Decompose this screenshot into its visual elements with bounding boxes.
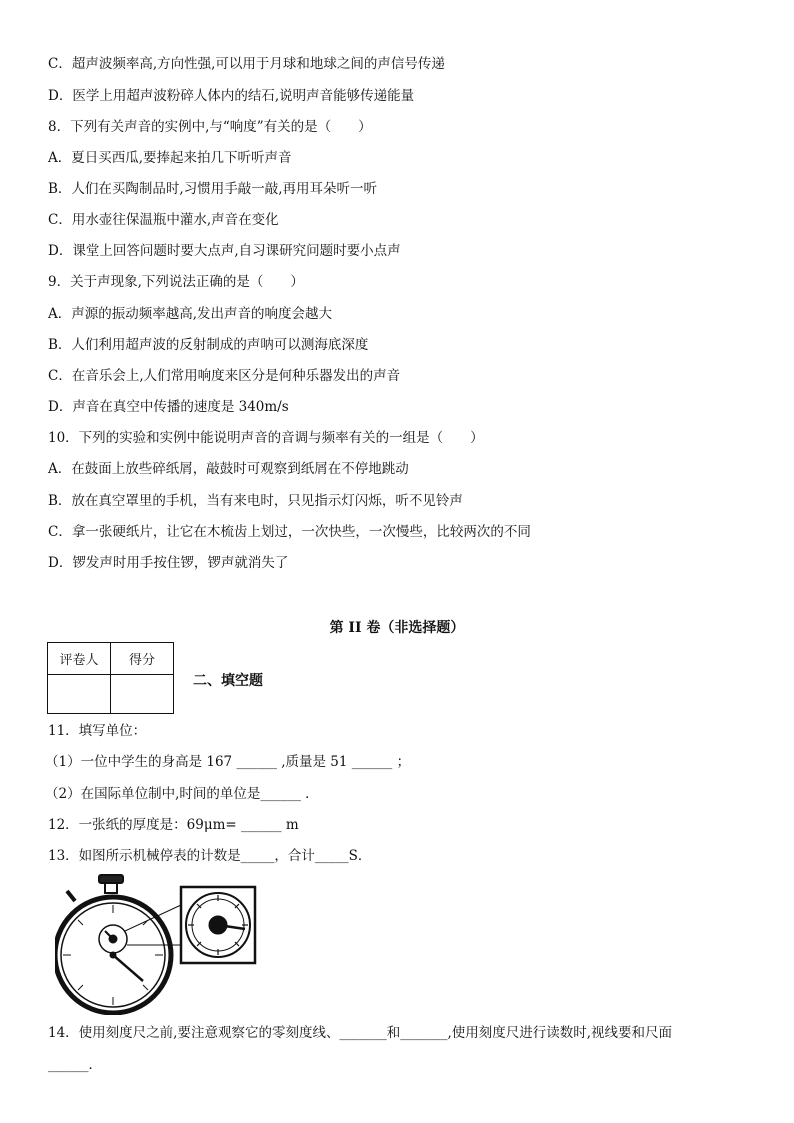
option-8b: B．人们在买陶制品时,习惯用手敲一敲,再用耳朵听一听	[48, 181, 378, 197]
score-table-reviewer-header: 评卷人	[48, 643, 111, 675]
score-table-reviewer-cell[interactable]	[48, 675, 111, 714]
option-9b: B．人们利用超声波的反射制成的声呐可以测海底深度	[48, 337, 369, 353]
stopwatch-body	[55, 875, 181, 1013]
question-8-stem: 8．下列有关声音的实例中,与“响度”有关的是（ ）	[48, 119, 372, 135]
stopwatch-subdial-zoom	[181, 887, 255, 963]
question-11-part1: （1）一位中学生的身高是 167 ______ ,质量是 51 ______ ；	[45, 754, 411, 770]
question-13: 13．如图所示机械停表的计数是_____，合计_____S．	[48, 848, 372, 864]
question-14: 14．使用刻度尺之前,要注意观察它的零刻度线、_______和_______,使用刻度尺进行读数时,视线要和尺面	[48, 1025, 673, 1041]
score-table-score-header: 得分	[111, 643, 174, 675]
option-10c: C．拿一张硬纸片，让它在木梳齿上划过，一次快些，一次慢些，比较两次的不同	[48, 524, 531, 540]
option-8c: C．用水壶往保温瓶中灌水,声音在变化	[48, 212, 279, 228]
question-9-stem: 9．关于声现象,下列说法正确的是（ ）	[48, 274, 304, 290]
question-12: 12．一张纸的厚度是：69μm= ______ m	[48, 817, 299, 833]
option-10b: B．放在真空罩里的手机，当有来电时，只见指示灯闪烁，听不见铃声	[48, 493, 463, 509]
option-9d: D．声音在真空中传播的速度是 340m/s	[48, 399, 289, 415]
fill-section-title: 二、填空题	[193, 673, 263, 689]
section-title: 第 II 卷（非选择题）	[329, 620, 465, 636]
question-11-part2: （2）在国际单位制中,时间的单位是______ ．	[45, 786, 319, 802]
option-9a: A．声源的振动频率越高,发出声音的响度会越大	[48, 306, 333, 322]
option-8a: A．夏日买西瓜,要捧起来拍几下听听声音	[48, 150, 292, 166]
question-11-stem: 11．填写单位：	[48, 723, 147, 739]
stopwatch-figure	[55, 873, 265, 1015]
option-10a: A．在鼓面上放些碎纸屑，敲鼓时可观察到纸屑在不停地跳动	[48, 461, 409, 477]
option-8d: D．课堂上回答问题时要大点声,自习课研究问题时要小点声	[48, 243, 401, 259]
score-table-score-cell[interactable]	[111, 675, 174, 714]
question-14-continued: ______．	[48, 1057, 102, 1073]
option-7d: D．医学上用超声波粉碎人体内的结石,说明声音能够传递能量	[48, 88, 415, 104]
score-table	[47, 642, 174, 714]
option-7c: C．超声波频率高,方向性强,可以用于月球和地球之间的声信号传递	[48, 56, 445, 72]
question-10-stem: 10．下列的实验和实例中能说明声音的音调与频率有关的一组是（ ）	[48, 430, 484, 446]
option-9c: C．在音乐会上,人们常用响度来区分是何种乐器发出的声音	[48, 368, 401, 384]
option-10d: D．锣发声时用手按住锣，锣声就消失了	[48, 555, 289, 571]
